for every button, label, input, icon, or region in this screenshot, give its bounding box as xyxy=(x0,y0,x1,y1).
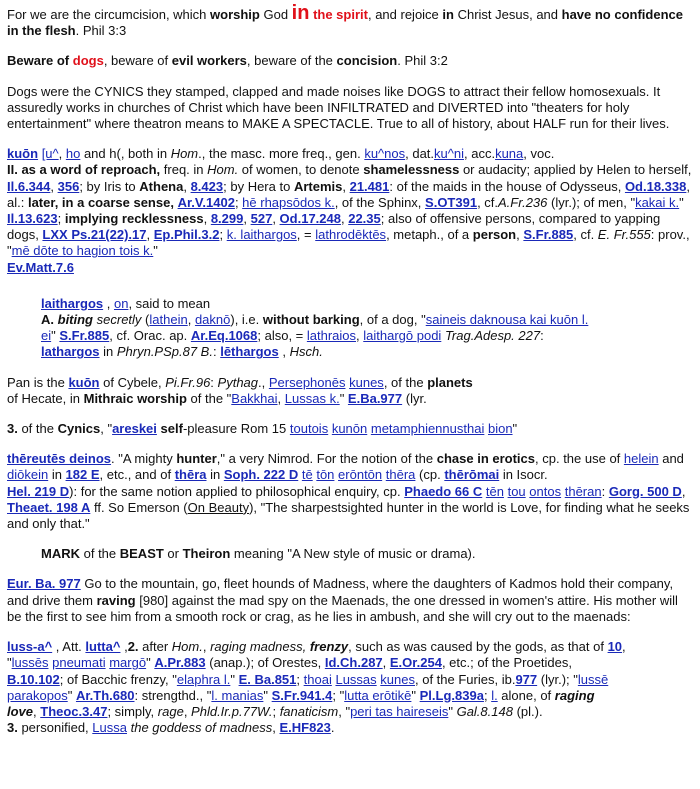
text: -pleasure Rom 15 xyxy=(182,421,290,437)
text: ; " xyxy=(332,687,345,703)
kuon-entry xyxy=(7,146,692,276)
text: ; xyxy=(57,211,65,227)
greek-link[interactable]: k. laithargos xyxy=(226,227,297,243)
text-bold-italic: love xyxy=(7,703,34,719)
text: , of the xyxy=(383,374,428,390)
greek-link[interactable]: diōkein xyxy=(7,467,49,483)
text: , cf. xyxy=(573,227,598,243)
text: of the xyxy=(17,421,58,437)
greek-link[interactable]: kunes xyxy=(380,671,415,687)
text: , xyxy=(58,146,66,162)
ref-link[interactable]: Phaedo 66 C xyxy=(404,483,483,499)
greek-link[interactable]: kakai k. xyxy=(635,194,680,210)
greek-link[interactable]: peri tas haireseis xyxy=(350,703,449,719)
ref-link[interactable]: Id.Ch.287 xyxy=(324,655,383,671)
greek-link[interactable]: laithargō podi xyxy=(363,328,442,344)
ref-link[interactable]: 527 xyxy=(250,211,273,227)
link-on[interactable]: on xyxy=(113,295,129,311)
ref-link[interactable]: E.Or.254 xyxy=(389,655,442,671)
greek-link[interactable]: tē xyxy=(301,467,313,483)
ref-link[interactable]: 182 E xyxy=(65,467,100,483)
text: , xyxy=(50,178,58,194)
greek-link[interactable]: thēran xyxy=(564,483,602,499)
euripides-paragraph xyxy=(7,576,692,625)
text: , xyxy=(278,344,290,360)
text-italic: Hsch. xyxy=(289,344,323,360)
greek-link[interactable]: Lussa xyxy=(92,720,127,736)
text: ; xyxy=(483,687,492,703)
text: : of the maids in the house of Odysseus, xyxy=(389,178,625,194)
text-bold: Artemis xyxy=(293,178,343,194)
greek-link[interactable]: lussē xyxy=(577,671,609,687)
text-italic: A.Fr.236 xyxy=(498,194,548,210)
greek-link[interactable]: tēn xyxy=(485,483,504,499)
text-bold: self xyxy=(160,421,183,437)
greek-link[interactable]: elaphra l. xyxy=(176,671,231,687)
text: . Phil 3:2 xyxy=(397,53,448,69)
text: " xyxy=(339,390,348,406)
text: , beware of xyxy=(103,53,172,69)
greek-link[interactable]: kunes xyxy=(349,374,384,390)
text: or audacity; applied by Helen to herself, xyxy=(459,162,692,178)
ref-link[interactable]: Ep.Phil.3.2 xyxy=(153,227,220,243)
text: , of the Furies, ib. xyxy=(415,671,516,687)
text: in xyxy=(48,467,66,483)
text: , Att. xyxy=(52,639,86,655)
text-bold: BEAST xyxy=(119,546,164,562)
text-italic: E. Fr.555 xyxy=(597,227,651,243)
text: , xyxy=(516,227,524,243)
link-ho[interactable]: ho xyxy=(65,146,81,162)
verse-phil-3-2 xyxy=(7,53,692,69)
pan-paragraph xyxy=(7,375,692,407)
text: : xyxy=(210,374,218,390)
text: , xyxy=(183,703,192,719)
text: . "A mighty xyxy=(111,451,177,467)
ref-link[interactable]: Ar.V.1402 xyxy=(177,194,235,210)
text: , such as was caused by the gods, as that of xyxy=(348,639,608,655)
ref-link[interactable]: Hel. 219 D xyxy=(7,483,70,499)
text: , xyxy=(33,703,41,719)
mark-of-beast-line xyxy=(41,546,692,562)
greek-link[interactable]: ontos xyxy=(529,483,562,499)
text: , cf. Orac. ap. xyxy=(109,328,191,344)
ref-link[interactable]: E.Ba.977 xyxy=(347,390,403,406)
text-bold: evil workers xyxy=(171,53,247,69)
ref-link[interactable]: 8.299 xyxy=(210,211,244,227)
text: " xyxy=(146,655,155,671)
text: , xyxy=(146,227,154,243)
text: " xyxy=(263,687,272,703)
text-italic: Hom. xyxy=(207,162,239,178)
greek-link[interactable]: tou xyxy=(507,483,526,499)
lussa-entry xyxy=(7,639,692,720)
text: ), i.e. xyxy=(230,312,263,328)
text: meaning "A New style of music or drama). xyxy=(230,546,476,562)
text: , of the Sphinx, xyxy=(334,194,426,210)
text: , acc. xyxy=(464,146,496,162)
text: " xyxy=(512,421,518,437)
greek-link[interactable]: bion xyxy=(487,421,513,437)
greek-link[interactable]: helein xyxy=(623,451,659,467)
lussa-personified xyxy=(7,720,692,736)
text: , " xyxy=(100,421,113,437)
text: after xyxy=(138,639,172,655)
text: in xyxy=(206,467,224,483)
link-kunos[interactable]: ku^nos xyxy=(364,146,406,162)
greek-link[interactable]: areskei xyxy=(112,421,157,437)
text: " xyxy=(7,655,12,671)
greek-link[interactable]: lathein xyxy=(149,312,188,328)
text: , cf. xyxy=(477,194,499,210)
text: (pl.). xyxy=(512,703,543,719)
link-lussa[interactable]: luss-a^ xyxy=(7,639,53,655)
greek-link[interactable]: thoai xyxy=(303,671,332,687)
text: ; by Iris to xyxy=(79,178,140,194)
greek-link[interactable]: erōntōn xyxy=(338,467,383,483)
greek-link[interactable]: Lussas k. xyxy=(284,390,340,406)
ref-link[interactable]: Il.13.623 xyxy=(7,211,58,227)
text: in Isocr. xyxy=(499,467,548,483)
text: ; by Hera to xyxy=(223,178,294,194)
text-bold-italic: frenzy xyxy=(309,639,349,655)
text: ., the masc. more freq., gen. xyxy=(198,146,365,162)
greek-link[interactable]: ei xyxy=(41,328,52,344)
text: in xyxy=(99,344,117,360)
ref-link[interactable]: S.Fr.941.4 xyxy=(271,687,333,703)
ref-link[interactable]: Ar.Eq.1068 xyxy=(190,328,258,344)
text: " xyxy=(230,671,239,687)
highlight-spirit: the spirit xyxy=(313,7,368,22)
text: , al.: xyxy=(7,178,690,210)
text: , voc. xyxy=(523,146,555,162)
text-bold: chase in erotics xyxy=(436,451,536,467)
text: , xyxy=(340,211,349,227)
ref-link[interactable]: 356 xyxy=(57,178,80,194)
ref-link[interactable]: Soph. 222 D xyxy=(223,467,299,483)
link-kuon[interactable]: kuōn xyxy=(7,146,39,162)
text: of the " xyxy=(186,390,232,406)
cynics-paragraph: Dogs were the CYNICS they stamped, clapped and made noises like DOGS to attract their fellow homosexuals. It assuredly works in churches of Christ which have been INFILTRATED and DIVERTED into "theaters for holy entertainment" where theatron means to MAKE A SPECTACLE. True to all of history, about HALF run for their lives. xyxy=(7,83,670,132)
text-bold: later, in a coarse sense, xyxy=(27,194,174,210)
text-italic: Trag.Adesp. xyxy=(444,328,515,344)
ref-link[interactable]: LXX Ps.21(22).17 xyxy=(42,227,147,243)
ref-link[interactable]: Ev.Matt.7.6 xyxy=(7,259,74,275)
text-italic: 227 xyxy=(518,328,541,344)
text-italic: Pythag xyxy=(217,374,259,390)
text: ," a very Nimrod. For the notion of the xyxy=(216,451,437,467)
text: Christ Jesus, and xyxy=(453,7,562,22)
text: " xyxy=(679,194,684,210)
text-bold: 3. xyxy=(7,421,18,437)
text: ; xyxy=(272,703,280,719)
text: (lyr. xyxy=(402,390,427,406)
link-laithargos[interactable]: laithargos xyxy=(41,295,104,311)
text-italic: Hom. xyxy=(171,639,203,655)
text: ; of Bacchic frenzy, " xyxy=(59,671,177,687)
ref-link[interactable]: Theoc.3.47 xyxy=(40,703,108,719)
link-kuna[interactable]: kuna xyxy=(495,146,524,162)
text: (lyr.); of men, " xyxy=(547,194,636,210)
text: , etc., and of xyxy=(99,467,175,483)
text: , dat. xyxy=(405,146,435,162)
text-italic: Pi.Fr.96 xyxy=(165,374,211,390)
text: , " xyxy=(338,703,351,719)
ref-link[interactable]: 8.423 xyxy=(190,178,224,194)
ref-link[interactable]: Pl.Lg.839a xyxy=(419,687,484,703)
text: ., xyxy=(258,374,269,390)
text: : prov., " xyxy=(7,227,690,259)
ref-link[interactable]: S.Fr.885 xyxy=(523,227,574,243)
greek-link[interactable]: metamphiennusthai xyxy=(370,421,485,437)
text-bold: MARK xyxy=(41,546,80,562)
text: , xyxy=(272,720,280,736)
text: , xyxy=(203,211,211,227)
text: , xyxy=(187,312,195,328)
text: of Cybele, xyxy=(99,374,166,390)
ref-link[interactable]: Gorg. 500 D xyxy=(608,483,682,499)
ref-link[interactable]: Od.17.248 xyxy=(279,211,341,227)
text-bold-italic: raging xyxy=(554,687,595,703)
text: . Phil 3:3 xyxy=(75,23,127,39)
text-bold: Mithraic worship xyxy=(83,390,187,406)
greek-link[interactable]: thērōmai xyxy=(444,467,500,483)
link-lutta[interactable]: lutta^ xyxy=(85,639,121,655)
text-bold: concision xyxy=(336,53,398,69)
laithargos-entry xyxy=(41,296,692,361)
text: ( xyxy=(141,312,150,328)
text: (lyr.); " xyxy=(537,671,578,687)
greek-link[interactable]: lathrodēktēs xyxy=(315,227,387,243)
ref-link[interactable]: Il.6.344 xyxy=(7,178,51,194)
greek-link[interactable]: Bakkhai xyxy=(231,390,278,406)
text: ff. So Emerson ( xyxy=(90,499,188,515)
text: ; xyxy=(234,194,243,210)
ref-link[interactable]: Eur. Ba. 977 xyxy=(7,576,81,592)
text: , xyxy=(681,483,686,499)
text: , etc.; of the Proetides, xyxy=(441,655,573,671)
ref-link[interactable]: 22.35 xyxy=(348,211,381,227)
greek-link[interactable]: kuōn xyxy=(68,374,100,390)
text: , and rejoice xyxy=(367,7,443,22)
text: , xyxy=(272,211,280,227)
text-underlined: On Beauty xyxy=(187,499,250,515)
greek-link[interactable]: lathargos xyxy=(41,344,100,360)
text: or xyxy=(163,546,183,562)
text: ; also of offensive persons, compared to yapping dogs, xyxy=(7,211,661,243)
verse-phil-3-3 xyxy=(7,2,692,39)
text-italic: biting xyxy=(57,312,94,328)
text: and xyxy=(658,451,684,467)
greek-link[interactable]: lēthargos xyxy=(220,344,279,360)
text: (cp. xyxy=(415,467,445,483)
text-bold: shamelessness xyxy=(363,162,460,178)
text-italic: rage xyxy=(157,703,184,719)
text: , xyxy=(342,178,350,194)
text: : strengthd., " xyxy=(134,687,212,703)
text-bold: 3. xyxy=(7,720,18,736)
text: freq. in xyxy=(160,162,208,178)
ref-link[interactable]: E. Ba.851 xyxy=(238,671,297,687)
text: " xyxy=(51,328,60,344)
greek-link[interactable]: pneumati xyxy=(52,655,106,671)
text: ; simply, xyxy=(107,703,158,719)
text-italic: Hom xyxy=(170,146,199,162)
text: , xyxy=(103,295,114,311)
text-bold: planets xyxy=(427,374,473,390)
text: ): for the same notion applied to philosophical enquiry, cp. xyxy=(69,483,405,499)
text: ; xyxy=(296,671,304,687)
greek-link[interactable]: Persephonēs xyxy=(268,374,346,390)
text-bold: worship xyxy=(210,7,260,22)
text: Pan is the xyxy=(7,374,69,390)
text: , cp. the use of xyxy=(535,451,624,467)
greek-link[interactable]: mē dōte to hagion tois k. xyxy=(11,243,154,259)
text-bold: Athena xyxy=(139,178,184,194)
text: , xyxy=(183,178,191,194)
text-italic: the goddess of madness xyxy=(130,720,273,736)
text-bold: II. as a word of reproach, xyxy=(7,162,161,178)
ref-link[interactable]: S.Fr.885 xyxy=(59,328,110,344)
greek-link[interactable]: kunōn xyxy=(331,421,368,437)
text-italic: raging madness, xyxy=(210,639,307,655)
text-bold: in xyxy=(442,7,454,22)
text: : xyxy=(540,328,544,344)
greek-link[interactable]: lutta erōtikē xyxy=(344,687,412,703)
text: " xyxy=(153,243,158,259)
text-bold: without barking xyxy=(262,312,360,328)
text: God xyxy=(259,7,292,22)
text: [980] against the mad spy on the Maenads, the one dressed in women's attire. His mother will be the first to see him from a smooth rock or crag, as he lies in ambush, and she will cry out to the maenads: xyxy=(7,592,678,624)
text: of women, to denote xyxy=(238,162,364,178)
text: (anap.); of Orestes, xyxy=(205,655,325,671)
text-bold: implying recklessness xyxy=(64,211,204,227)
text: . xyxy=(330,720,335,736)
cynics-entry xyxy=(7,421,692,437)
text: ; also, = xyxy=(257,328,307,344)
ref-link[interactable]: E.HF823 xyxy=(279,720,331,736)
text: , beware of the xyxy=(246,53,337,69)
ref-link[interactable]: A.Pr.883 xyxy=(154,655,206,671)
text: , xyxy=(356,328,364,344)
link-kuni[interactable]: ku^ni xyxy=(434,146,464,162)
text: personified, xyxy=(17,720,93,736)
greek-link[interactable]: toutois xyxy=(289,421,329,437)
text: alone, of xyxy=(497,687,555,703)
highlight-in: in xyxy=(291,2,310,24)
text: ; xyxy=(219,227,227,243)
greek-link[interactable]: daknō xyxy=(194,312,231,328)
greek-link[interactable]: hē rhapsōdos k. xyxy=(242,194,335,210)
text: of Hecate, in xyxy=(7,390,84,406)
greek-link[interactable]: Lussas xyxy=(335,671,377,687)
greek-link[interactable]: thēreutēs deinos xyxy=(7,451,112,467)
text-bold: Cynics xyxy=(57,421,101,437)
text: For we are the circumcision, which xyxy=(7,7,211,22)
text: , xyxy=(120,639,128,655)
ref-link[interactable]: 10 xyxy=(607,639,623,655)
text-bold: have no confidence in the flesh xyxy=(7,7,683,39)
greek-link[interactable]: l. xyxy=(491,687,498,703)
text: , xyxy=(277,390,285,406)
ref-link[interactable]: Theaet. 198 A xyxy=(7,499,91,515)
ref-link[interactable]: Ar.Th.680 xyxy=(75,687,135,703)
ref-link[interactable]: 977 xyxy=(515,671,538,687)
text-bold: A. xyxy=(41,312,54,328)
greek-link[interactable]: margō xyxy=(109,655,147,671)
text: , xyxy=(243,211,251,227)
text-bold: person xyxy=(472,227,517,243)
text: , = xyxy=(296,227,316,243)
ref-link[interactable]: S.OT391 xyxy=(425,194,478,210)
text-bold: raving xyxy=(96,592,136,608)
greek-link[interactable]: lathraios xyxy=(306,328,357,344)
text: ), "The sharpestsighted hunter in the world is Love, for finding what he seeks and only that." xyxy=(7,499,690,532)
text-bold: 2. xyxy=(127,639,139,655)
greek-link[interactable]: parakopos xyxy=(7,687,68,703)
text: of the xyxy=(80,546,120,562)
text: , of a dog, " xyxy=(359,312,426,328)
text-bold: Beware of xyxy=(7,53,73,69)
text: , xyxy=(202,639,211,655)
text: " xyxy=(448,703,457,719)
text: Go to the mountain, go, fleet hounds of Madness, where the daughters of Kadmos hold their company, and drive them xyxy=(7,576,674,608)
ref-link[interactable]: 21.481 xyxy=(349,178,390,194)
ref-link[interactable]: B.10.102 xyxy=(7,671,60,687)
text: : xyxy=(601,483,609,499)
text-bold: hunter xyxy=(176,451,217,467)
text-bold: Theiron xyxy=(182,546,231,562)
text-italic: Gal.8.148 xyxy=(456,703,513,719)
text: " xyxy=(67,687,76,703)
text: , metaph., of a xyxy=(386,227,473,243)
text: : xyxy=(212,344,221,360)
ref-link[interactable]: Od.18.338 xyxy=(624,178,687,194)
greek-link[interactable]: tōn xyxy=(316,467,335,483)
text-italic: secretly xyxy=(96,312,142,328)
text-italic: Phld.Ir.p.77W. xyxy=(191,703,273,719)
greek-link[interactable]: l. manias xyxy=(211,687,264,703)
greek-link[interactable]: thēra xyxy=(174,467,207,483)
text: , xyxy=(382,655,390,671)
text: , xyxy=(622,639,626,655)
highlight-dogs: dogs xyxy=(72,53,104,69)
text-italic: fanaticism xyxy=(279,703,339,719)
greek-link[interactable]: thēra xyxy=(385,467,416,483)
text: and h(, both in xyxy=(80,146,171,162)
text: , said to mean xyxy=(128,295,211,311)
greek-link[interactable]: lussēs xyxy=(11,655,49,671)
greek-link[interactable]: saineis daknousa kai kuōn l. xyxy=(425,312,589,328)
link-u[interactable]: [u^ xyxy=(41,146,59,162)
thereutes-paragraph xyxy=(7,451,692,532)
text-italic: Phryn.PSp.87 B. xyxy=(116,344,213,360)
text: " xyxy=(411,687,420,703)
